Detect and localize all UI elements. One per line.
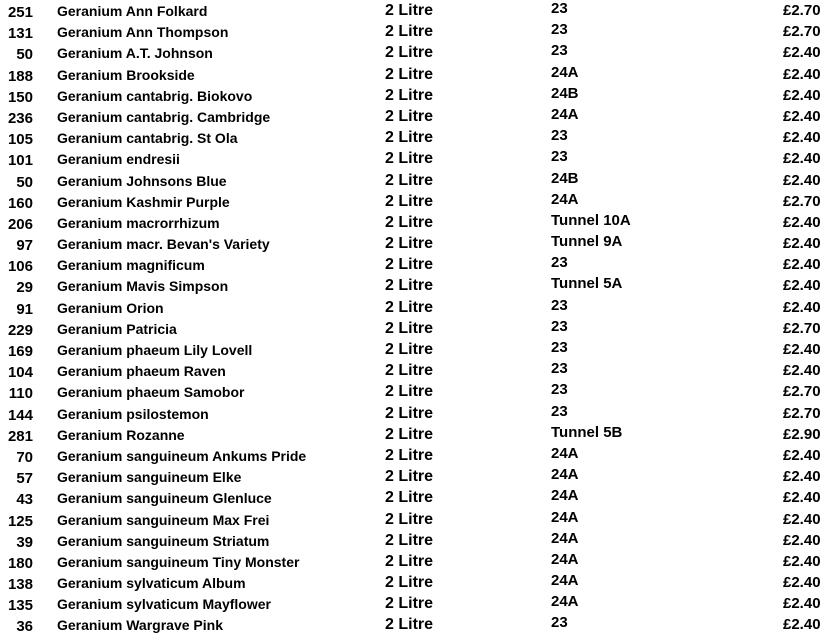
pot-size-cell: 2 Litre xyxy=(385,192,434,210)
quantity-cell: 206 xyxy=(7,215,33,233)
quantity-cell: 229 xyxy=(7,321,33,339)
plant-name-cell: Geranium A.T. Johnson xyxy=(57,45,213,62)
quantity-cell: 188 xyxy=(7,67,33,85)
location-cell: 24B xyxy=(551,169,579,187)
plant-name-cell: Geranium magnificum xyxy=(57,257,205,274)
quantity-cell: 180 xyxy=(7,554,33,572)
location-cell: 24A xyxy=(551,63,579,81)
plant-name-cell: Geranium Johnsons Blue xyxy=(57,172,227,189)
price-cell: £2.40 xyxy=(783,510,821,528)
location-cell: 23 xyxy=(551,317,568,335)
plant-name-cell: Geranium phaeum Lily Lovell xyxy=(57,342,253,358)
quantity-cell: 160 xyxy=(7,194,33,212)
price-cell: £2.40 xyxy=(783,616,821,634)
price-cell: £2.40 xyxy=(783,595,821,613)
quantity-cell: 281 xyxy=(7,427,33,445)
quantity-cell: 105 xyxy=(7,131,33,149)
price-cell: £2.70 xyxy=(783,192,821,210)
location-cell: Tunnel 5B xyxy=(551,423,623,441)
price-cell: £2.40 xyxy=(783,552,821,570)
plant-name-cell: Geranium sanguineum Elke xyxy=(57,469,242,486)
pot-size-cell: 2 Litre xyxy=(385,362,434,380)
table-row xyxy=(0,593,836,614)
pot-size-cell: 2 Litre xyxy=(385,616,434,634)
price-cell: £2.40 xyxy=(783,277,821,295)
price-cell: £2.40 xyxy=(783,44,821,62)
pot-size-cell: 2 Litre xyxy=(385,213,434,231)
location-cell: 23 xyxy=(551,21,568,39)
price-cell: £2.40 xyxy=(783,468,821,486)
price-cell: £2.40 xyxy=(783,150,821,168)
quantity-cell: 97 xyxy=(16,237,33,255)
table-row xyxy=(0,530,836,551)
price-cell: £2.40 xyxy=(783,129,821,147)
plant-name-cell: Geranium Wargrave Pink xyxy=(57,617,223,634)
table-row xyxy=(0,64,836,85)
quantity-cell: 39 xyxy=(16,533,33,551)
price-cell: £2.40 xyxy=(783,362,821,380)
location-cell: 23 xyxy=(551,127,568,145)
pot-size-cell: 2 Litre xyxy=(385,341,434,358)
location-cell: 23 xyxy=(551,381,568,399)
pot-size-cell: 2 Litre xyxy=(385,489,434,507)
quantity-cell: 169 xyxy=(7,343,33,360)
quantity-cell: 144 xyxy=(7,406,33,424)
plant-name-cell: Geranium Kashmir Purple xyxy=(57,193,230,210)
pot-size-cell: 2 Litre xyxy=(385,468,434,486)
quantity-cell: 104 xyxy=(7,364,33,382)
location-cell: 24A xyxy=(551,466,579,484)
price-cell: £2.40 xyxy=(783,107,821,125)
pot-size-cell: 2 Litre xyxy=(385,510,434,528)
plant-name-cell: Geranium psilostemon xyxy=(57,405,209,422)
plant-name-cell: Geranium Orion xyxy=(57,299,164,316)
price-cell: £2.70 xyxy=(783,319,821,337)
pot-size-cell: 2 Litre xyxy=(385,23,434,41)
plant-name-cell: Geranium sylvaticum Mayflower xyxy=(57,596,271,613)
quantity-cell: 135 xyxy=(7,597,33,615)
location-cell: 23 xyxy=(551,614,568,632)
plant-name-cell: Geranium sanguineum Striatum xyxy=(57,532,270,549)
price-cell: £2.70 xyxy=(783,2,821,19)
price-cell: £2.40 xyxy=(783,531,821,549)
table-row xyxy=(0,275,836,296)
pot-size-cell: 2 Litre xyxy=(385,298,434,316)
quantity-cell: 36 xyxy=(16,618,33,636)
location-cell: 23 xyxy=(551,360,568,378)
price-cell: £2.40 xyxy=(783,86,821,104)
plant-name-cell: Geranium phaeum Raven xyxy=(57,363,226,380)
plant-name-cell: Geranium cantabrig. Cambridge xyxy=(57,108,271,125)
plant-name-cell: Geranium Rozanne xyxy=(57,426,185,443)
location-cell: 23 xyxy=(551,0,568,17)
table-row xyxy=(0,403,836,424)
plant-name-cell: Geranium sanguineum Glenluce xyxy=(57,490,272,507)
quantity-cell: 106 xyxy=(7,258,33,276)
quantity-cell: 131 xyxy=(7,25,33,43)
pot-size-cell: 2 Litre xyxy=(385,65,434,83)
plant-name-cell: Geranium endresii xyxy=(57,151,180,168)
quantity-cell: 43 xyxy=(16,491,33,509)
plant-name-cell: Geranium Patricia xyxy=(57,320,177,337)
location-cell: 24A xyxy=(551,550,579,568)
pot-size-cell: 2 Litre xyxy=(385,595,434,613)
quantity-cell: 50 xyxy=(16,173,33,191)
pot-size-cell: 2 Litre xyxy=(385,171,434,189)
price-cell: £2.40 xyxy=(783,341,821,358)
location-cell: 23 xyxy=(551,402,568,420)
table-row xyxy=(0,318,836,339)
location-cell: 23 xyxy=(551,339,568,356)
plant-name-cell: Geranium macrorrhizum xyxy=(57,214,220,231)
pot-size-cell: 2 Litre xyxy=(385,2,434,19)
location-cell: Tunnel 9A xyxy=(551,233,623,251)
pot-size-cell: 2 Litre xyxy=(385,404,434,422)
location-cell: 23 xyxy=(551,296,568,314)
pot-size-cell: 2 Litre xyxy=(385,383,434,401)
table-row xyxy=(0,509,836,530)
table-row xyxy=(0,487,836,508)
price-cell: £2.40 xyxy=(783,446,821,464)
plant-name-cell: Geranium cantabrig. St Ola xyxy=(57,130,238,147)
quantity-cell: 70 xyxy=(16,448,33,466)
plant-name-cell: Geranium macr. Bevan's Variety xyxy=(57,236,270,253)
table-row xyxy=(0,572,836,593)
plant-name-cell: Geranium Brookside xyxy=(57,66,195,83)
quantity-cell: 91 xyxy=(16,300,33,318)
pot-size-cell: 2 Litre xyxy=(385,319,434,337)
price-cell: £2.70 xyxy=(783,23,821,41)
location-cell: 23 xyxy=(551,42,568,60)
location-cell: Tunnel 10A xyxy=(551,211,631,229)
plant-name-cell: Geranium phaeum Samobor xyxy=(57,384,245,401)
price-cell: £2.40 xyxy=(783,213,821,231)
table-row xyxy=(0,170,836,191)
table-row xyxy=(0,233,836,254)
pot-size-cell: 2 Litre xyxy=(385,150,434,168)
price-cell: £2.40 xyxy=(783,235,821,253)
price-cell: £2.40 xyxy=(783,65,821,83)
pot-size-cell: 2 Litre xyxy=(385,256,434,274)
pot-size-cell: 2 Litre xyxy=(385,552,434,570)
location-cell: 24A xyxy=(551,572,579,590)
price-cell: £2.40 xyxy=(783,574,821,592)
table-row xyxy=(0,127,836,148)
location-cell: 24A xyxy=(551,444,579,462)
pot-size-cell: 2 Litre xyxy=(385,86,434,104)
price-cell: £2.90 xyxy=(783,425,821,443)
quantity-cell: 236 xyxy=(7,109,33,127)
quantity-cell: 57 xyxy=(16,470,33,488)
price-cell: £2.40 xyxy=(783,489,821,507)
table-row xyxy=(0,614,836,635)
pot-size-cell: 2 Litre xyxy=(385,44,434,62)
plant-name-cell: Geranium sanguineum Tiny Monster xyxy=(57,553,300,570)
quantity-cell: 138 xyxy=(7,576,33,594)
location-cell: 24A xyxy=(551,190,579,208)
plant-name-cell: Geranium sanguineum Ankums Pride xyxy=(57,447,307,464)
quantity-cell: 150 xyxy=(7,88,33,106)
price-cell: £2.40 xyxy=(783,171,821,189)
table-row xyxy=(0,254,836,275)
price-cell: £2.70 xyxy=(783,404,821,422)
table-row xyxy=(0,191,836,212)
table-row xyxy=(0,360,836,381)
location-cell: 24A xyxy=(551,529,579,547)
quantity-cell: 125 xyxy=(7,512,33,530)
table-row xyxy=(0,424,836,445)
pot-size-cell: 2 Litre xyxy=(385,129,434,147)
quantity-cell: 50 xyxy=(16,46,33,64)
price-cell: £2.40 xyxy=(783,256,821,274)
pot-size-cell: 2 Litre xyxy=(385,446,434,464)
quantity-cell: 101 xyxy=(7,152,33,170)
location-cell: 24A xyxy=(551,105,579,123)
location-cell: 24B xyxy=(551,84,579,102)
location-cell: 24A xyxy=(551,593,579,611)
table-row xyxy=(0,339,836,360)
pot-size-cell: 2 Litre xyxy=(385,574,434,592)
plant-name-cell: Geranium Ann Folkard xyxy=(57,3,208,19)
table-row xyxy=(0,85,836,106)
table-row xyxy=(0,148,836,169)
location-cell: 24A xyxy=(551,487,579,505)
plant-name-cell: Geranium Mavis Simpson xyxy=(57,278,229,295)
table-row xyxy=(0,212,836,233)
table-row xyxy=(0,381,836,402)
pot-size-cell: 2 Litre xyxy=(385,531,434,549)
table-row xyxy=(0,466,836,487)
table-row xyxy=(0,0,836,21)
table-row xyxy=(0,297,836,318)
price-cell: £2.40 xyxy=(783,298,821,316)
table-row xyxy=(0,551,836,572)
price-cell: £2.70 xyxy=(783,383,821,401)
plant-name-cell: Geranium sylvaticum Album xyxy=(57,575,246,592)
plant-name-cell: Geranium Ann Thompson xyxy=(57,24,229,41)
pot-size-cell: 2 Litre xyxy=(385,277,434,295)
table-row xyxy=(0,21,836,42)
table-row xyxy=(0,42,836,63)
plant-name-cell: Geranium sanguineum Max Frei xyxy=(57,511,270,528)
pot-size-cell: 2 Litre xyxy=(385,235,434,253)
quantity-cell: 29 xyxy=(16,279,33,297)
location-cell: Tunnel 5A xyxy=(551,275,623,293)
location-cell: 23 xyxy=(551,254,568,272)
pot-size-cell: 2 Litre xyxy=(385,425,434,443)
pot-size-cell: 2 Litre xyxy=(385,107,434,125)
plant-name-cell: Geranium cantabrig. Biokovo xyxy=(57,87,253,104)
quantity-cell: 251 xyxy=(7,4,33,21)
location-cell: 23 xyxy=(551,148,568,166)
table-row xyxy=(0,445,836,466)
table-row xyxy=(0,106,836,127)
quantity-cell: 110 xyxy=(8,385,33,403)
location-cell: 24A xyxy=(551,508,579,526)
